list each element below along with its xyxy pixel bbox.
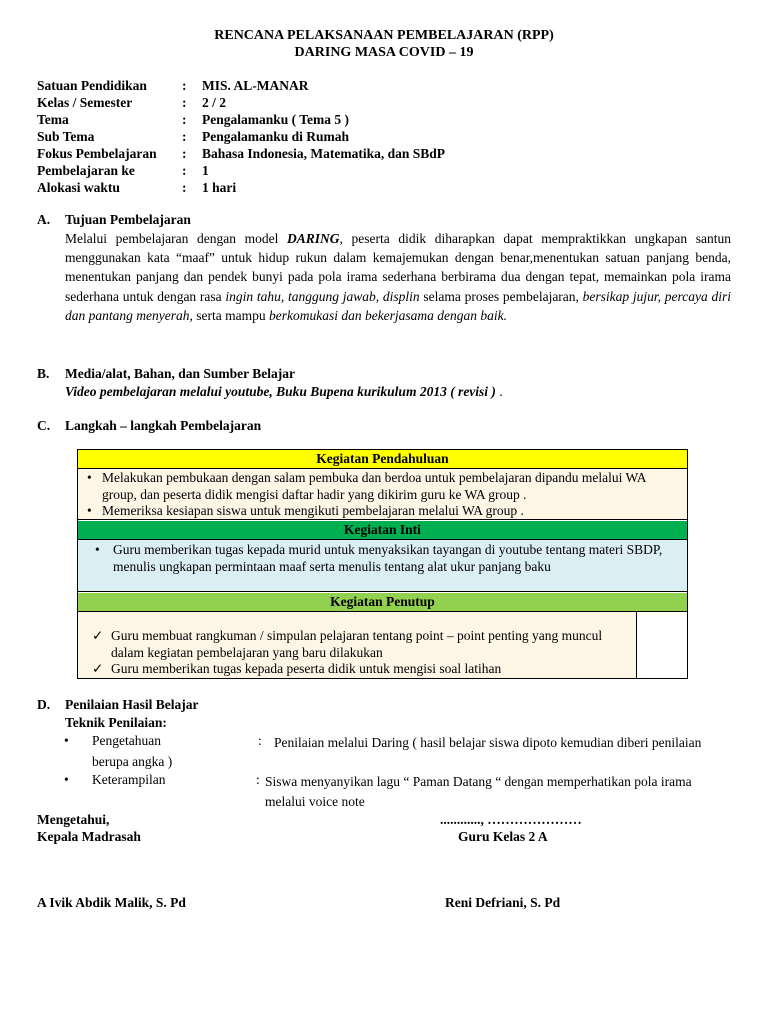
- list-item: Memeriksa kesiapan siswa untuk mengikuti pembelajaran melalui WA group .: [102, 503, 524, 518]
- section-number: D.: [37, 697, 51, 712]
- identity-label: Kelas / Semester: [37, 95, 133, 110]
- identity-label: Pembelajaran ke: [37, 163, 135, 178]
- empty-cell: [637, 612, 687, 678]
- section-title: Tujuan Pembelajaran: [65, 212, 191, 227]
- identity-colon: :: [182, 78, 187, 93]
- list-item: Melakukan pembukaan dengan salam pembuka dan berdoa untuk pembelajaran dipandu melalui WA group, dan peserta didik mengisi daftar hadir yang dikirim guru ke WA group .: [102, 470, 646, 502]
- paragraph-italic: bersikap jujur, percaya diri dan pantang menyerah,: [65, 288, 732, 323]
- identity-label: Tema: [37, 112, 69, 127]
- document-title-line1: RENCANA PELAKSANAAN PEMBELAJARAN (RPP): [214, 28, 554, 43]
- checkmark-icon: ✓: [92, 628, 104, 643]
- bullet-icon: •: [95, 542, 100, 557]
- identity-value: MIS. AL-MANAR: [202, 78, 309, 93]
- paragraph-text: Melalui pembelajaran dengan model: [65, 231, 287, 246]
- identity-label: Sub Tema: [37, 129, 95, 144]
- identity-colon: :: [182, 163, 187, 178]
- bullet-icon: •: [87, 503, 92, 518]
- identity-label: Fokus Pembelajaran: [37, 146, 157, 161]
- paragraph-text: selama proses pembelajaran,: [419, 288, 583, 304]
- section-number: A.: [37, 212, 51, 227]
- table-header-penutup: Kegiatan Penutup: [78, 593, 687, 612]
- list-item: Guru membuat rangkuman / simpulan pelajaran tentang point – point penting yang muncul dalam kegiatan pembelajaran yang baru dilakukan: [111, 628, 603, 660]
- table-cell-pendahuluan: [78, 469, 687, 520]
- table-header-inti: Kegiatan Inti: [78, 521, 687, 540]
- list-item: Guru memberikan tugas kepada murid untuk menyaksikan tayangan di youtube tentang materi SBDP, menulis ungkapan permintaan maaf serta menulis tentang alat ukur panjang baku: [113, 542, 663, 574]
- identity-colon: :: [182, 95, 187, 110]
- identity-colon: :: [182, 180, 187, 195]
- section-title: Penilaian Hasil Belajar: [65, 697, 199, 712]
- checkmark-icon: ✓: [92, 661, 104, 676]
- section-title: Langkah – langkah Pembelajaran: [65, 418, 262, 433]
- bullet-icon: •: [87, 470, 92, 485]
- signature-left-line2: Kepala Madrasah: [37, 829, 141, 844]
- identity-value: 1: [202, 163, 209, 178]
- paragraph-text: serta mampu: [192, 307, 269, 323]
- identity-label: Alokasi waktu: [37, 180, 120, 195]
- section-b-text: [65, 384, 503, 400]
- identity-value: Pengalamanku di Rumah: [202, 129, 350, 144]
- identity-value: 1 hari: [202, 180, 237, 195]
- identity-label: Satuan Pendidikan: [37, 78, 147, 93]
- paragraph-italic: berkomukasi dan bekerjasama dengan baik.: [268, 307, 508, 323]
- assessment-colon: :: [258, 733, 262, 748]
- signature-right-line2: Guru Kelas 2 A: [458, 829, 548, 844]
- assessment-label: Pengetahuan: [92, 733, 161, 748]
- assessment-technique-label: Teknik Penilaian:: [65, 715, 167, 730]
- bullet-icon: •: [64, 733, 69, 748]
- identity-value: Pengalamanku ( Tema 5 ): [202, 112, 350, 127]
- section-a-paragraph: [65, 229, 731, 325]
- paragraph-emphasis: DARING: [286, 231, 340, 246]
- section-number: C.: [37, 418, 51, 433]
- list-item: Guru memberikan tugas kepada peserta didik untuk mengisi soal latihan: [111, 661, 502, 676]
- table-cell-penutup: [78, 612, 687, 678]
- signature-right-name: Reni Defriani, S. Pd: [445, 895, 561, 910]
- media-source-tail: .: [499, 384, 503, 399]
- identity-colon: :: [182, 112, 187, 127]
- assessment-colon: :: [256, 772, 260, 787]
- identity-colon: :: [182, 129, 187, 144]
- signature-right-line1: ............, …………………: [440, 812, 582, 827]
- bullet-icon: •: [64, 772, 69, 787]
- assessment-text: Siswa menyanyikan lagu “ Paman Datang “ dengan memperhatikan pola irama melalui voice note: [265, 774, 692, 809]
- table-header-pendahuluan: Kegiatan Pendahuluan: [78, 450, 687, 469]
- identity-colon: :: [182, 146, 187, 161]
- assessment-text: Penilaian melalui Daring ( hasil belajar siswa dipoto kemudian diberi penilaian berupa angka ): [92, 735, 702, 769]
- signature-left-name: A Ivik Abdik Malik, S. Pd: [37, 895, 186, 910]
- assessment-label: Keterampilan: [92, 772, 166, 787]
- document-title-line2: DARING MASA COVID – 19: [294, 45, 474, 60]
- paragraph-text: , peserta didik diharapkan dapat mempraktikkan ungkapan santun menggunakan kata “maaf” untuk hidup rukun dalam kemajemukan dengan benar,menentukan satuan panjang benda, menentukan panjang dan pendek bunyi pada pola irama sederhana berbirama dua dengan tepat, memainkan pola irama sederhana untuk dengan rasa: [65, 231, 731, 304]
- signature-left-line1: Mengetahui,: [37, 812, 110, 827]
- learning-steps-table: [77, 449, 688, 679]
- section-title: Media/alat, Bahan, dan Sumber Belajar: [65, 366, 296, 381]
- identity-value: 2 / 2: [202, 95, 227, 110]
- table-cell-inti: [78, 540, 687, 592]
- section-number: B.: [37, 366, 50, 381]
- media-source-text: Video pembelajaran melalui youtube, Buku Bupena kurikulum 2013 ( revisi ): [65, 384, 500, 399]
- paragraph-italic: ingin tahu, tanggung jawab, displin: [225, 288, 420, 304]
- identity-value: Bahasa Indonesia, Matematika, dan SBdP: [202, 146, 446, 161]
